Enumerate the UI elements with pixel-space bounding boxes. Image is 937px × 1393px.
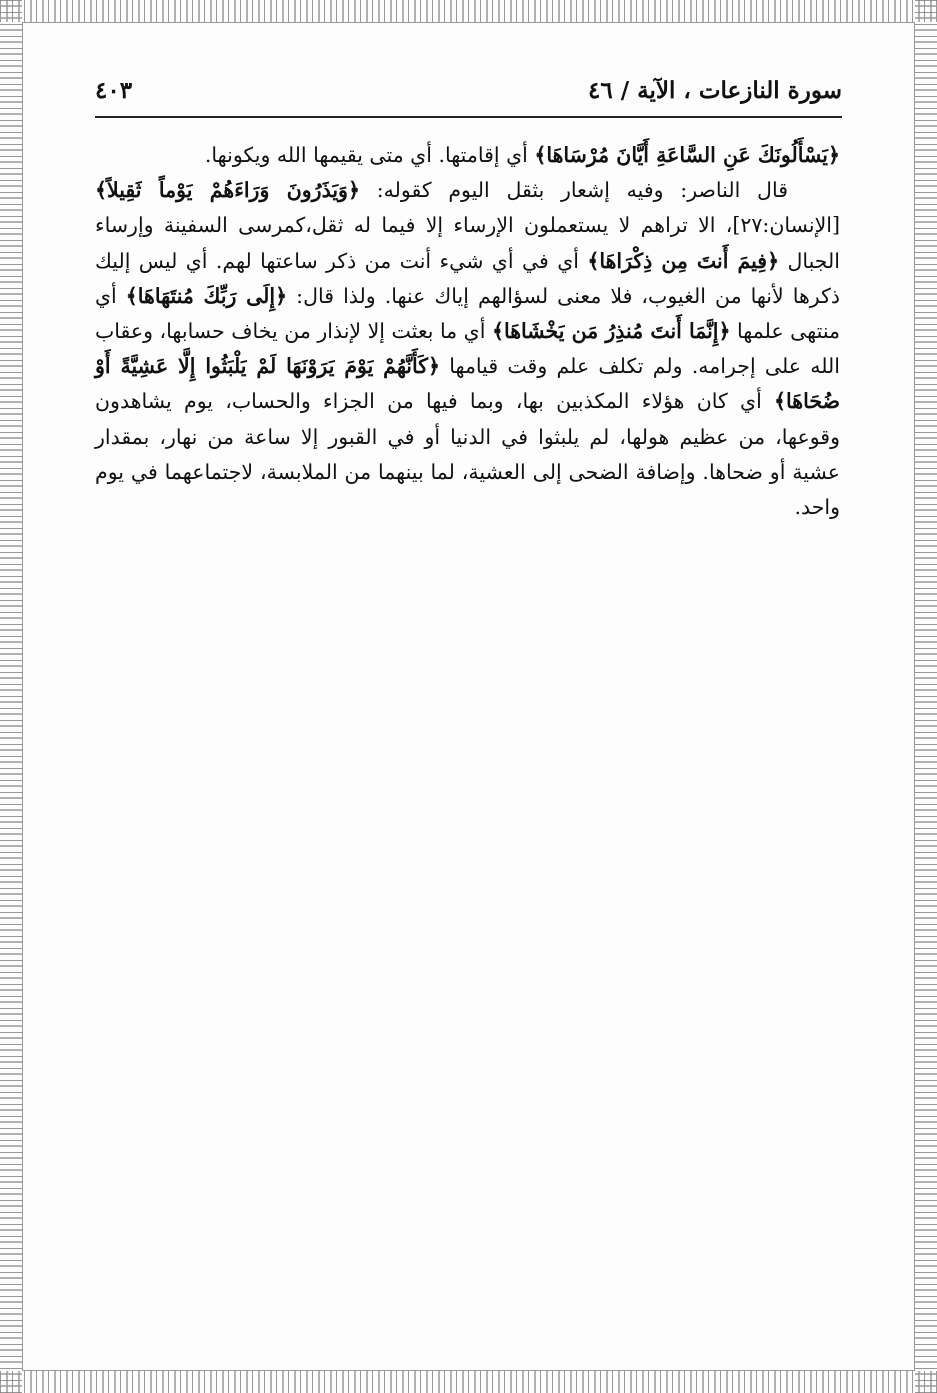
paragraph-text: أي إقامتها. أي متى يقيمها الله ويكونها. <box>204 143 535 167</box>
decorative-border-bottom <box>0 1371 937 1393</box>
quran-verse: ﴿فِيمَ أَنتَ مِن ذِكْرَاهَا﴾ <box>587 248 780 273</box>
decorative-border-top <box>0 0 937 22</box>
verse-close-bracket: ﴾ <box>534 143 547 167</box>
paragraph-commentary <box>95 173 840 525</box>
paragraph-text: أي في أي شيء أنت من ذكر ساعتها لهم. أي ليس إليك ذكرها لأنها من الغيوب، فلا معنى لسؤالهم إياك عنها. ولذا قال: <box>95 248 840 308</box>
page-number: ٤٠٣ <box>95 76 133 104</box>
commentary-body <box>95 138 840 525</box>
paragraph-text: أي كان هؤلاء المكذبين بها، وبما فيها من الجزاء والحساب، يوم يشاهدون وقوعها، من عظيم هولها، لم يلبثوا في الدنيا أو في القبور إلا ساعة من نهار، بمقدار عشية أو ضحاها. وإضافة الضحى إلى العشية، لما بينهما من الملابسة، لاجتماعهما في يوم واحد. <box>95 389 840 520</box>
paragraph-text: [الإنسان:٢٧]، الا تراهم لا يستعملون الإرساء إلا فيما له ثقل،كمرسى السفينة وإرساء الجبال <box>95 213 840 273</box>
paragraph-verse-46 <box>95 138 840 173</box>
header-rule <box>95 116 842 118</box>
verse-open-bracket: ﴿ <box>827 143 840 167</box>
decorative-border-left <box>0 0 22 1393</box>
decorative-border-right <box>915 0 937 1393</box>
quran-verse: يَسْأَلُونَكَ عَنِ السَّاعَةِ أَيَّانَ مُرْسَاهَا <box>546 143 828 167</box>
quran-verse: ﴿كَأَنَّهُمْ يَوْمَ يَرَوْنَهَا لَمْ يَلْبَثُوا إِلَّا عَشِيَّةً أَوْ ضُحَاهَا﴾ <box>95 354 840 414</box>
paragraph-text: أي ما بعثت إلا لإنذار من يخاف حسابها، وعقاب الله على إجرامه. ولم تكلف علم وقت قيامها <box>94 319 840 379</box>
quran-verse: ﴿إِلَى رَبِّكَ مُنتَهَاهَا﴾ <box>125 283 288 308</box>
surah-title: سورة النازعات ، الآية / ٤٦ <box>588 76 842 104</box>
quran-verse: ﴿وَيَذَرُونَ وَرَاءَهُمْ يَوْماً ثَقِيلاً﴾ <box>95 178 360 203</box>
quran-verse: ﴿إِنَّمَا أَنتَ مُنذِرُ مَن يَخْشَاهَا﴾ <box>491 319 731 344</box>
paragraph-text: قال الناصر: وفيه إشعار بثقل اليوم كقوله: <box>359 178 788 203</box>
paragraph-text: أي منتهى علمها <box>95 283 840 344</box>
running-header <box>95 70 842 110</box>
